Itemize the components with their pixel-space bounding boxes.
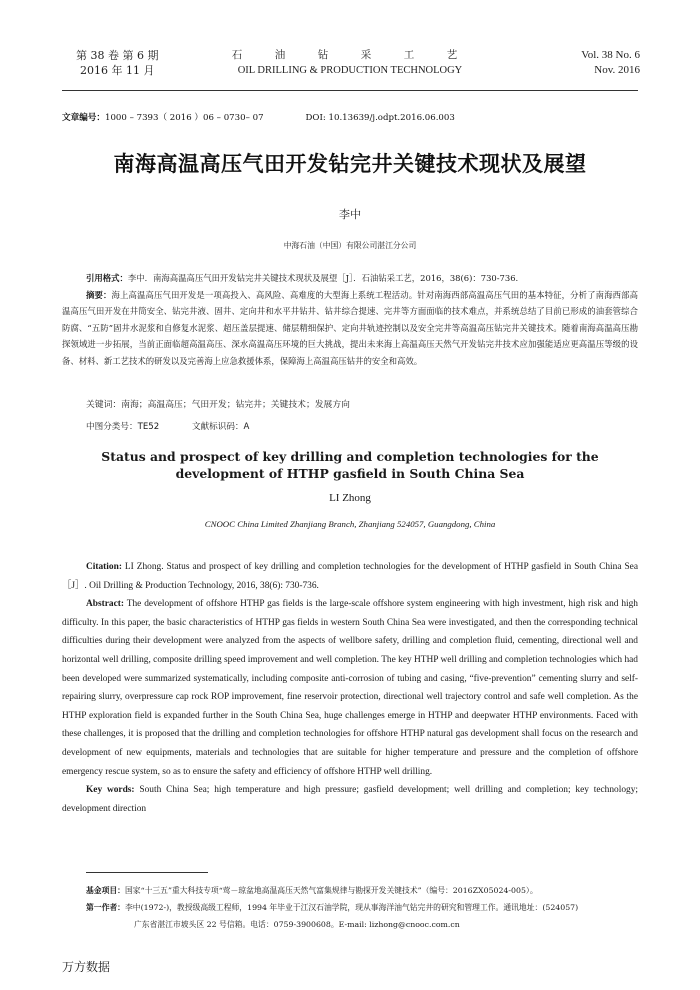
abstract-cn-text: 海上高温高压气田开发是一项高投入、高风险、高难度的大型海上系统工程活动。针对南海西部高温高压气田的基本特征，分析了南海西部高温高压气田开发在井筒安全、钻完井液、固井、定向井和水平井钻井、钻井综合提速、完井等方面面临的技术难点，并系统总结了目前已形成的油套管综合防腐、“五防”固井水泥浆和自修复水泥浆、超压盖层提速、储层精细保护、定向井轨迹控制以及安全完井等高温高压钻完井关键技术。随着南海高温高压勘探领域进一步拓展，当前正面临超高温高压、深水高温高压环境的巨大挑战，提出未来海上高温高压天然气开发钻完井技术应加强能适应更高温压等级的设备、材料、新工艺技术的研发以及完善海上应急救援体系，保障海上高温高压钻井的安全和高效。 xyxy=(62,289,638,366)
author-cn: 李中 xyxy=(339,208,361,221)
header-rule xyxy=(62,90,638,91)
citation-en xyxy=(62,558,638,595)
classification-cn xyxy=(86,420,249,432)
keywords-cn-label: 关键词： xyxy=(86,400,122,410)
doc-code: A xyxy=(243,422,250,432)
article-no: 1000 – 7393（ 2016 ）06 – 0730– 07 xyxy=(104,113,264,123)
article-meta xyxy=(62,111,455,123)
clc-code: TE52 xyxy=(137,422,160,432)
clc-label: 中图分类号： xyxy=(86,422,138,432)
keywords-cn xyxy=(86,397,350,410)
abstract-cn-block xyxy=(62,270,638,370)
citation-cn xyxy=(62,270,638,287)
keywords-en xyxy=(62,781,638,818)
title-en: Status and prospect of key drilling and completion technologies for the development of HTHP gasfield in South China Sea xyxy=(101,449,599,481)
article-no-label: 文章编号： xyxy=(62,113,105,123)
affiliation-cn: 中海石油（中国）有限公司湛江分公司 xyxy=(283,241,417,250)
affiliation-en: CNOOC China Limited Zhanjiang Branch, Zhanjiang 524057, Guangdong, China xyxy=(204,519,496,529)
abstract-en xyxy=(62,595,638,781)
citation-cn-text: 李中．南海高温高压气田开发钻完井关键技术现状及展望［J］．石油钻采工艺，2016，38(6)：730-736. xyxy=(127,273,519,283)
abstract-en-text: The development of offshore HTHP gas fields is the large-scale offshore system engineering with high investment, high risk and high difficulty. In this paper, the basic characteristics of HTHP gas fields in western South China Sea were investigated, and then the corresponding technical difficulties during their development were analyzed from the aspects of wellbore safety, drilling and completion fluid, cementing, directional well and horizontal well drilling, composite drilling speed improvement and well completion. The key HTHP well drilling and completion technologies which had been developed were summarized systematically, including composite anti-corrosion of tubing and casing, “five-prevention” cementing slurry and self-repairing slurry, overpressure cap rock ROP improvement, fine reservoir protection, directional well trajectory control and safe well completion. As the HTHP exploration field is expanded further in the South China Sea, huge challenges emerge in HTHP and deepwater HTHP environments. Faced with these challenges, it is proposed that the drilling and completion technologies for offshore HTHP natural gas development shall focus on the research and development of new equipments, materials and technologies that are suitable for higher temperature and pressure and the completion of offshore emergency rescue system, so as to ensure the safety and efficiency of offshore HTHP well drilling. xyxy=(62,599,638,777)
title-cn: 南海高温高压气田开发钻完井关键技术现状及展望 xyxy=(113,152,587,176)
footnote-author xyxy=(86,900,638,917)
abstract-cn xyxy=(62,287,638,370)
abstract-cn-label: 摘要： xyxy=(86,289,112,300)
citation-cn-label: 引用格式： xyxy=(86,273,128,283)
keywords-cn-text: 南海；高温高压；气田开发；钻完井；关键技术；发展方向 xyxy=(121,400,350,410)
header-date-cn: 2016 年 11 月 xyxy=(80,64,155,77)
header-volume-en xyxy=(581,48,640,78)
journal-name-en: OIL DRILLING & PRODUCTION TECHNOLOGY xyxy=(237,65,463,76)
citation-en-label: Citation: xyxy=(86,562,122,572)
header-date-en: Nov. 2016 xyxy=(594,64,640,76)
keywords-en-text: South China Sea; high temperature and high pressure; gasfield development; well drilling and completion; key technology; development direction xyxy=(62,785,638,814)
header-journal xyxy=(200,48,500,78)
header-volume-issue-en: Vol. 38 No. 6 xyxy=(581,49,640,61)
citation-en-text: LI Zhong. Status and prospect of key drilling and completion technologies for the development of HTHP gasfield in South China Sea［J］. Oil Drilling & Production Technology, 2016, 38(6): 730-736. xyxy=(62,562,638,591)
header-volume-cn xyxy=(76,48,158,78)
abstract-en-label: Abstract: xyxy=(86,599,125,610)
footnote-fund xyxy=(86,883,638,900)
header-volume-issue-cn: 第 38 卷 第 6 期 xyxy=(76,49,159,62)
first-author-label: 第一作者： xyxy=(86,903,125,912)
first-author-text: 李中(1972-)，教授级高级工程师，1994 年毕业于江汉石油学院，现从事海洋油气钻完井的研究和管理工作。通讯地址：(524057) xyxy=(124,903,579,912)
abstract-en-block xyxy=(62,558,638,818)
doi: DOI: 10.13639/j.odpt.2016.06.003 xyxy=(305,113,455,123)
author-en: LI Zhong xyxy=(329,492,371,504)
journal-name-cn: 石 油 钻 采 工 艺 xyxy=(231,49,469,61)
footnote-rule xyxy=(86,872,208,873)
fund-text: 国家“十三五”重大科技专项“莺－琼盆地高温高压天然气富集规律与勘探开发关键技术”（编号：2016ZX05024-005）。 xyxy=(124,886,538,895)
doc-code-label: 文献标识码： xyxy=(191,422,244,432)
keywords-en-label: Key words: xyxy=(86,785,135,796)
fund-label: 基金项目： xyxy=(86,886,125,895)
footnote-author-contact: 广东省湛江市坡头区 22 号信箱。电话：0759-3900608。E-mail: lizhong@cnooc.com.cn xyxy=(134,920,460,929)
watermark: 万方数据 xyxy=(62,960,111,974)
